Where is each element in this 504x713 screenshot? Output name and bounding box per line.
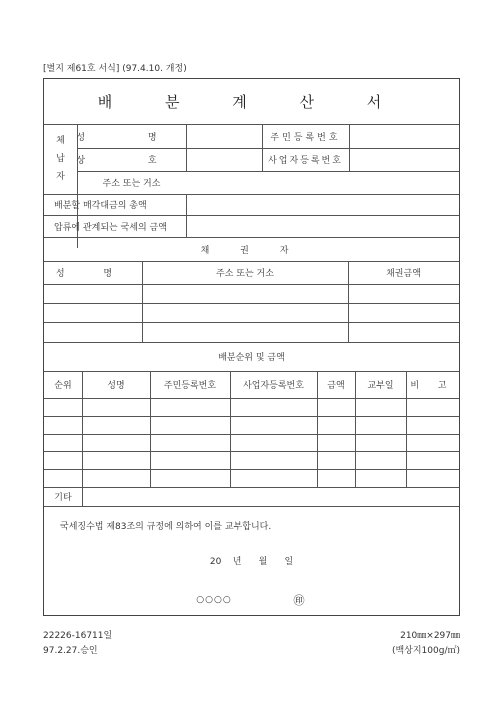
seizure-tax-field[interactable] (186, 215, 459, 237)
creditor-amount-header: 채권금액 (386, 269, 421, 279)
name-field[interactable] (186, 124, 262, 148)
form-code: 22226-16711일 (43, 631, 113, 641)
business-no-header: 사업자등록번호 (243, 381, 304, 391)
resident-no-label: 주민등록번호 (270, 132, 341, 143)
distribution-name-header: 성명 (107, 381, 125, 391)
form-title: 배 분 계 산 서 (97, 93, 406, 111)
paper-type: (백상지100g/㎡) (391, 646, 460, 656)
resident-no-header: 주민등록번호 (163, 381, 217, 391)
creditor-name-header: 성 명 (55, 269, 131, 279)
business-name-field[interactable] (186, 148, 262, 171)
seal-mark: ㊞ (293, 594, 305, 607)
resident-no-field[interactable] (349, 124, 459, 148)
taxpayer-section-label: 체 납 자 (56, 136, 65, 182)
creditor-section-title: 채 권 자 (200, 245, 303, 256)
other-label: 기타 (54, 493, 72, 503)
name-label: 성 명 (76, 132, 187, 143)
creditor-address-header: 주소 또는 거소 (216, 269, 274, 279)
address-field[interactable] (186, 171, 459, 194)
delivery-date-header: 교부일 (367, 381, 394, 391)
business-no-label: 사업자등록번호 (268, 156, 343, 166)
total-sale-label: 배분할 매각대금의 총액 (54, 201, 147, 211)
statement-text: 국세징수법 제83조의 규정에 의하여 이를 교부합니다. (60, 521, 272, 532)
signer-name: ○○○○ (196, 595, 232, 605)
business-no-field[interactable] (349, 148, 459, 171)
distribution-section-title: 배분순위 및 금액 (218, 353, 285, 363)
form-reference: [별지 제61호 서식] (97.4.10. 개정) (43, 64, 187, 74)
total-sale-field[interactable] (186, 194, 459, 215)
address-label: 주소 또는 거소 (102, 179, 161, 189)
paper-size: 210㎜×297㎜ (400, 631, 460, 641)
amount-header: 금액 (327, 381, 345, 391)
remarks-header: 비 고 (410, 381, 455, 391)
distribution-statement-form (43, 78, 460, 616)
issue-date: 20 년 월 일 (209, 556, 294, 567)
business-name-label: 상 호 (76, 156, 187, 166)
rank-header: 순위 (54, 381, 72, 391)
approval-date: 97.2.27.승인 (43, 646, 98, 656)
other-field[interactable] (82, 487, 459, 506)
seizure-tax-label: 압류에 관계되는 국세의 금액 (54, 222, 167, 233)
